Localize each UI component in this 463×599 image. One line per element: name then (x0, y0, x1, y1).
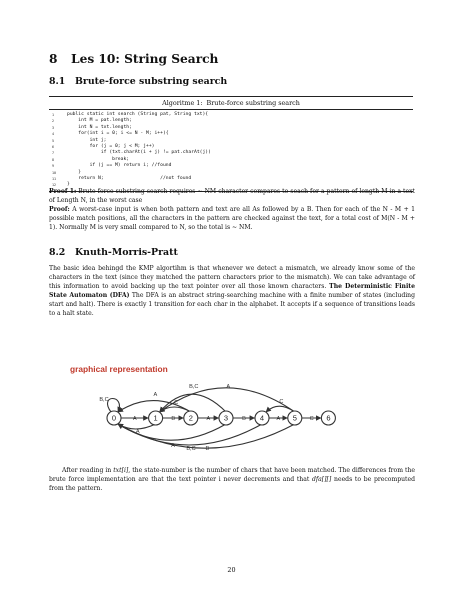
subsection-number: 8.2 (49, 247, 66, 258)
back-label: A (226, 384, 231, 390)
dfa-definition-text: The DFA is an abstract string-searching machine with a finite number of states (including start and halt). There is exactly 1 transition for each char in the alphabet. It accepts if a sequence of transitions leads to a halt state. (49, 291, 415, 317)
back-transition (266, 406, 295, 412)
dfa-state (149, 411, 163, 425)
subsection-number: 8.1 (49, 76, 66, 87)
proof-text: A worst-case input is when both pattern and text are all As followed by a B. Then for each of the N - M + 1 possible match positions, all the characters in the pattern are checked against the text, for a total cost of M(N - M + 1). Normally M is very small compared to N, so the total is ~ NM. (49, 206, 416, 231)
line-number: 8 (52, 157, 55, 162)
line-number: 10 (52, 170, 57, 175)
algorithm-caption (49, 96, 413, 110)
dfa-variable: dfa[][] (312, 475, 332, 483)
back-label: A (171, 443, 175, 449)
code-text: } (67, 169, 82, 175)
txt-variable: txt[i] (113, 467, 129, 474)
page-number: 20 (227, 566, 236, 574)
subsection-heading-kmp (49, 247, 178, 258)
code-text: if (j == M) return i; //found (67, 163, 172, 169)
code-text: int M = pat.length; (67, 118, 132, 124)
dfa-diagram (98, 382, 338, 452)
back-label: B,C (189, 384, 199, 390)
section-number: 8 (49, 52, 58, 66)
state-label: 5 (292, 413, 297, 423)
line-number: 7 (52, 151, 55, 156)
code-text: break; (67, 156, 130, 162)
algorithm-box (49, 96, 413, 192)
proof-1-label: Proof 1: (49, 188, 77, 195)
line-number: 4 (52, 132, 55, 137)
forward-label: A (132, 416, 137, 422)
algorithm-caption-label: Algoritme 1: (162, 99, 203, 107)
section-title: Les 10: String Search (71, 52, 219, 66)
proof-label: Proof: (49, 206, 70, 213)
dfa-state (107, 411, 121, 425)
back-label: A (135, 429, 140, 435)
forward-label: A (206, 416, 211, 422)
state-label: 2 (188, 413, 193, 423)
proof-1-text: Brute-force substring search requires ~ NM character compares to seach for a pattern of length M in a text of Length N, in the worst case (49, 188, 415, 204)
code-text: int N = txt.length; (67, 124, 132, 130)
section-heading (49, 52, 218, 66)
back-label: C (279, 399, 284, 405)
proof-1-paragraph (49, 188, 415, 206)
self-loop (108, 399, 120, 413)
dfa-term: The Deterministic Finite State Automaton (DFA) (49, 282, 415, 299)
closing-text-after: needs to be precomputed from the pattern. (49, 475, 416, 492)
closing-text-middle: , the state-number is the number of chars that have been matched. The differences from the brute force implementation are that the text pointer i never decrements and that (49, 467, 415, 483)
back-transition (118, 401, 191, 412)
line-number: 2 (52, 119, 55, 124)
figure-heading: graphical representation (70, 364, 168, 374)
forward-label: A (276, 416, 281, 422)
line-number: 5 (52, 138, 55, 143)
closing-paragraph (49, 467, 415, 494)
dfa-state (288, 411, 302, 425)
line-number: 12 (52, 183, 57, 188)
state-label: 3 (223, 413, 229, 423)
closing-text-before: After reading in (62, 467, 114, 474)
back-transition (160, 388, 295, 412)
back-label: B,C (186, 446, 196, 452)
line-number: 6 (52, 144, 55, 149)
line-number: 11 (52, 176, 57, 181)
state-label: 4 (259, 413, 265, 423)
code-listing (49, 110, 413, 192)
state-label: 1 (153, 413, 158, 423)
back-label: A (153, 392, 158, 398)
code-text: int j; (67, 137, 107, 143)
proof-paragraph (49, 206, 415, 233)
forward-label: C (309, 416, 314, 422)
forward-label: B (171, 416, 176, 422)
code-text: for(int i = 0; i <= N - M; i++){ (67, 131, 169, 137)
code-text: public static int search (String pat, String txt){ (67, 112, 209, 117)
kmp-intro-text: The basic idea behingd the KMP algortihm is that whenever we detect a mismatch, we already know some of the characters in the text (since they matched the pattern characters prior to the mismatch). We can take advantage of this information to avoid backing up the text pointer over all those known characters. (49, 265, 415, 290)
code-text: return N; //not found (67, 175, 192, 181)
code-text: if (txt.charAt(i + j) != pat.charAt(j)) (67, 150, 211, 156)
back-label: C (174, 400, 179, 406)
subsection-title: Brute-force substring search (75, 76, 228, 87)
code-text: for (j = 0; j < M; j++) (67, 143, 155, 149)
dfa-state (219, 411, 233, 425)
algorithm-caption-title: Brute-force substring search (206, 99, 300, 107)
subsection-title: Knuth-Morris-Pratt (75, 247, 178, 258)
line-number: 1 (52, 113, 55, 117)
dfa-state (321, 411, 335, 425)
state-label: 0 (111, 413, 117, 423)
line-number: 9 (52, 164, 55, 169)
forward-label: B (242, 416, 246, 422)
subsection-heading-bruteforce (49, 76, 227, 87)
state-label: 6 (326, 413, 331, 423)
loop-label: B,C (99, 397, 109, 403)
code-text: } (67, 182, 70, 188)
line-number: 3 (52, 125, 55, 130)
dfa-state (255, 411, 269, 425)
back-label: B (205, 446, 210, 452)
kmp-paragraph (49, 265, 415, 318)
dfa-state (184, 411, 198, 425)
